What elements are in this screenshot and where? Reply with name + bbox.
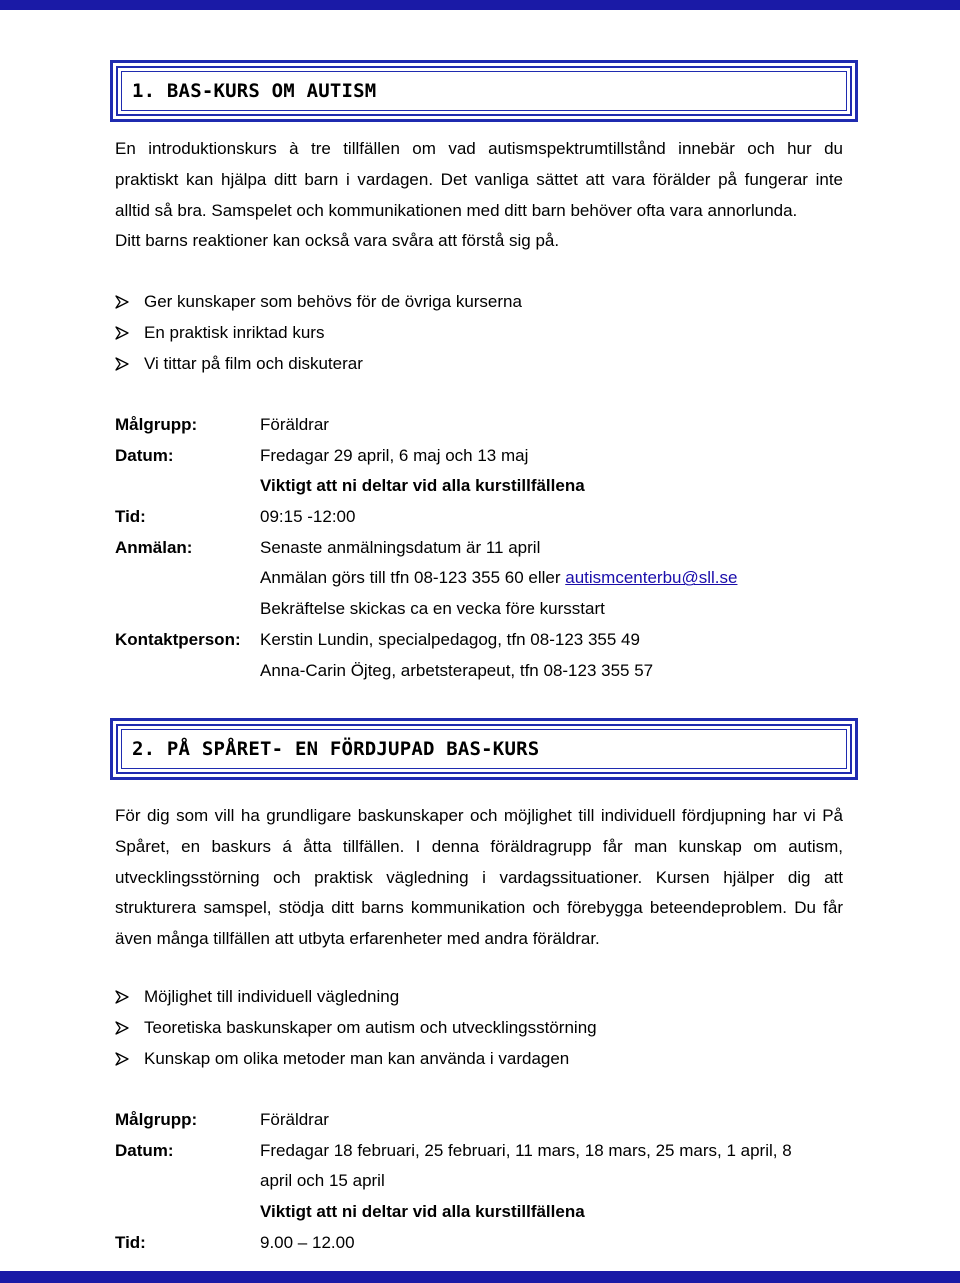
list-item <box>115 1013 597 1044</box>
info-row-date-cont <box>115 1166 855 1197</box>
arrow-bullet-icon <box>115 357 144 371</box>
intro-line: Spåret, en baskurs á åtta tillfällen. I denna föräldragrupp får man kunskap om autism, <box>115 836 843 856</box>
info-row-time <box>115 1228 855 1259</box>
contact-label: Kontaktperson: <box>115 629 241 649</box>
info-row-date <box>115 441 855 472</box>
list-item <box>115 349 522 380</box>
section2-heading: 2. PÅ SPÅRET- EN FÖRDJUPAD BAS-KURS <box>132 738 540 760</box>
confirmation-text: Bekräftelse skickas ca en vecka före kursstart <box>260 599 605 619</box>
contact-person-1: Kerstin Lundin, specialpedagog, tfn 08-123 355 49 <box>260 629 640 649</box>
intro-line: strukturera samspel, stödja ditt barns kommunikation och förebygga beteendeproblem. Du får <box>115 898 843 918</box>
signup-phone-text: Anmälan görs till tfn 08-123 355 60 eller <box>260 568 566 588</box>
arrow-bullet-icon <box>115 1021 144 1035</box>
intro-line: alltid så bra. Samspelet och kommunikationen med ditt barn behöver ofta vara annorlunda. <box>115 200 798 220</box>
intro-line: utvecklingsstörning och praktisk vägledning i vardagssituationer. Kursen hjälper dig att <box>115 867 843 887</box>
arrow-bullet-icon <box>115 990 144 1004</box>
list-item <box>115 982 597 1013</box>
list-item <box>115 318 522 349</box>
bullet-text: Vi tittar på film och diskuterar <box>144 353 363 373</box>
time-value: 09:15 -12:00 <box>260 507 356 527</box>
bullet-text: Kunskap om olika metoder man kan använda i vardagen <box>144 1048 570 1068</box>
section1-heading: 1. BAS-KURS OM AUTISM <box>132 80 377 102</box>
section2-info-table <box>115 1105 855 1258</box>
time-label: Tid: <box>115 507 146 527</box>
target-label: Målgrupp: <box>115 415 198 434</box>
contact-person-2: Anna-Carin Öjteg, arbetsterapeut, tfn 08-123 355 57 <box>260 660 654 680</box>
intro-line: Ditt barns reaktioner kan också vara svåra att förstå sig på. <box>115 231 560 251</box>
date-label: Datum: <box>115 445 174 465</box>
date-value-line1: Fredagar 18 februari, 25 februari, 11 mars, 18 mars, 25 mars, 1 april, 8 <box>260 1140 792 1160</box>
date-value: Fredagar 29 april, 6 maj och 13 maj <box>260 445 529 465</box>
info-row-date-note <box>115 471 855 502</box>
arrow-bullet-icon <box>115 295 144 309</box>
signup-contact <box>260 563 737 594</box>
info-row-contact <box>115 625 855 656</box>
date-note: Viktigt att ni deltar vid alla kurstillfällena <box>260 476 585 496</box>
bullet-text: Teoretiska baskunskaper om autism och utvecklingsstörning <box>144 1017 597 1037</box>
time-label: Tid: <box>115 1232 146 1252</box>
date-note: Viktigt att ni deltar vid alla kurstillfällena <box>260 1202 585 1222</box>
section2-heading-box <box>110 718 858 780</box>
info-row-contact-2 <box>115 656 855 687</box>
intro-line: praktiskt kan hjälpa ditt barn i vardagen. Det vanliga sättet att vara förälder på fungerar inte <box>115 169 843 189</box>
info-row-date-note <box>115 1197 855 1228</box>
top-border-bar <box>0 0 960 10</box>
intro-line: även många tillfällen att utbyta erfarenheter med andra föräldrar. <box>115 929 600 949</box>
signup-label: Anmälan: <box>115 537 193 557</box>
time-value: 9.00 – 12.00 <box>260 1232 355 1252</box>
intro-line: För dig som vill ha grundligare baskunskaper och möjlighet till individuell fördjupning har vi På <box>115 806 843 825</box>
target-value: Föräldrar <box>260 1110 329 1129</box>
section1-intro <box>115 134 843 257</box>
info-row-time <box>115 502 855 533</box>
target-value: Föräldrar <box>260 415 329 434</box>
date-value-line2: april och 15 april <box>260 1171 385 1191</box>
info-row-target <box>115 1105 855 1136</box>
arrow-bullet-icon <box>115 1052 144 1066</box>
info-row-date <box>115 1136 855 1167</box>
info-row-confirmation <box>115 594 855 625</box>
info-row-signup-contact <box>115 563 855 594</box>
section1-heading-box <box>110 60 858 122</box>
list-item <box>115 287 522 318</box>
info-row-target <box>115 410 855 441</box>
section2-bullet-list <box>115 982 597 1074</box>
list-item <box>115 1044 597 1075</box>
section1-info-table <box>115 410 855 686</box>
arrow-bullet-icon <box>115 326 144 340</box>
email-link[interactable]: autismcenterbu@sll.se <box>565 568 738 588</box>
section2-intro <box>115 801 843 955</box>
target-label: Målgrupp: <box>115 1110 198 1129</box>
signup-deadline: Senaste anmälningsdatum är 11 april <box>260 537 541 557</box>
section1-bullet-list <box>115 287 522 379</box>
bottom-border-bar <box>0 1271 960 1283</box>
bullet-text: Ger kunskaper som behövs för de övriga kurserna <box>144 292 522 311</box>
bullet-text: Möjlighet till individuell vägledning <box>144 987 400 1006</box>
info-row-signup <box>115 533 855 564</box>
intro-line: En introduktionskurs à tre tillfällen om vad autismspektrumtillstånd innebär och hur du <box>115 139 843 158</box>
bullet-text: En praktisk inriktad kurs <box>144 322 325 342</box>
date-label: Datum: <box>115 1140 174 1160</box>
